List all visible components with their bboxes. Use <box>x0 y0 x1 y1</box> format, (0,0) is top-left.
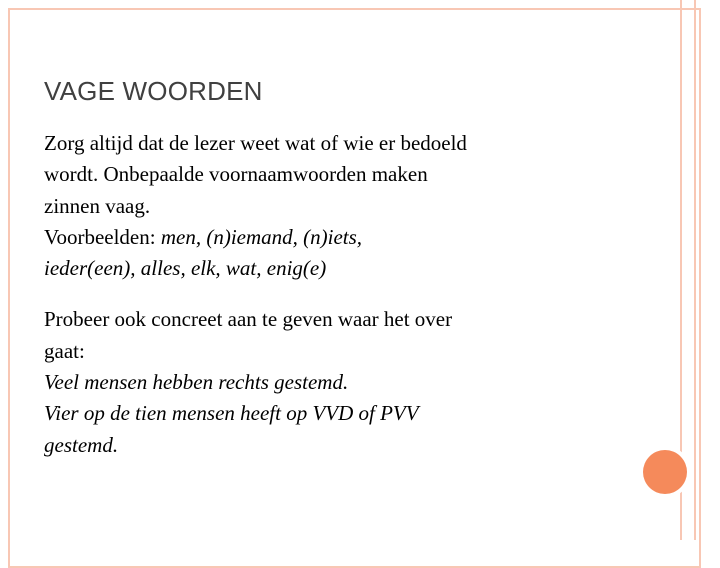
paragraph-spacer <box>44 284 604 304</box>
examples-list: men, (n)iemand, (n)iets, <box>160 224 363 249</box>
accent-dot <box>643 450 687 494</box>
body-line: Probeer ook concreet aan te geven waar het over <box>44 307 453 332</box>
example-concrete-continued: gestemd. <box>44 432 119 457</box>
examples-label: Voorbeelden: <box>44 224 161 249</box>
body-line: Zorg altijd dat de lezer weet wat of wie er bedoeld <box>44 131 467 155</box>
body-line: gaat: <box>44 338 85 363</box>
example-concrete: Vier op de tien mensen heeft op VVD of PVV <box>44 401 419 426</box>
paragraph-be-concrete <box>44 304 604 460</box>
body-line: zinnen vaag. <box>44 193 151 218</box>
examples-line <box>44 222 604 253</box>
example-vague: Veel mensen hebben rechts gestemd. <box>44 370 349 395</box>
paragraph-vague-pronouns <box>44 128 604 284</box>
slide-body <box>44 128 604 461</box>
slide-title: VAGE WOORDEN <box>44 76 263 106</box>
decor-rail-right <box>694 0 696 540</box>
examples-list-continued: ieder(een), alles, elk, wat, enig(e) <box>44 256 327 281</box>
body-line: wordt. Onbepaalde voornaamwoorden maken <box>44 162 428 187</box>
